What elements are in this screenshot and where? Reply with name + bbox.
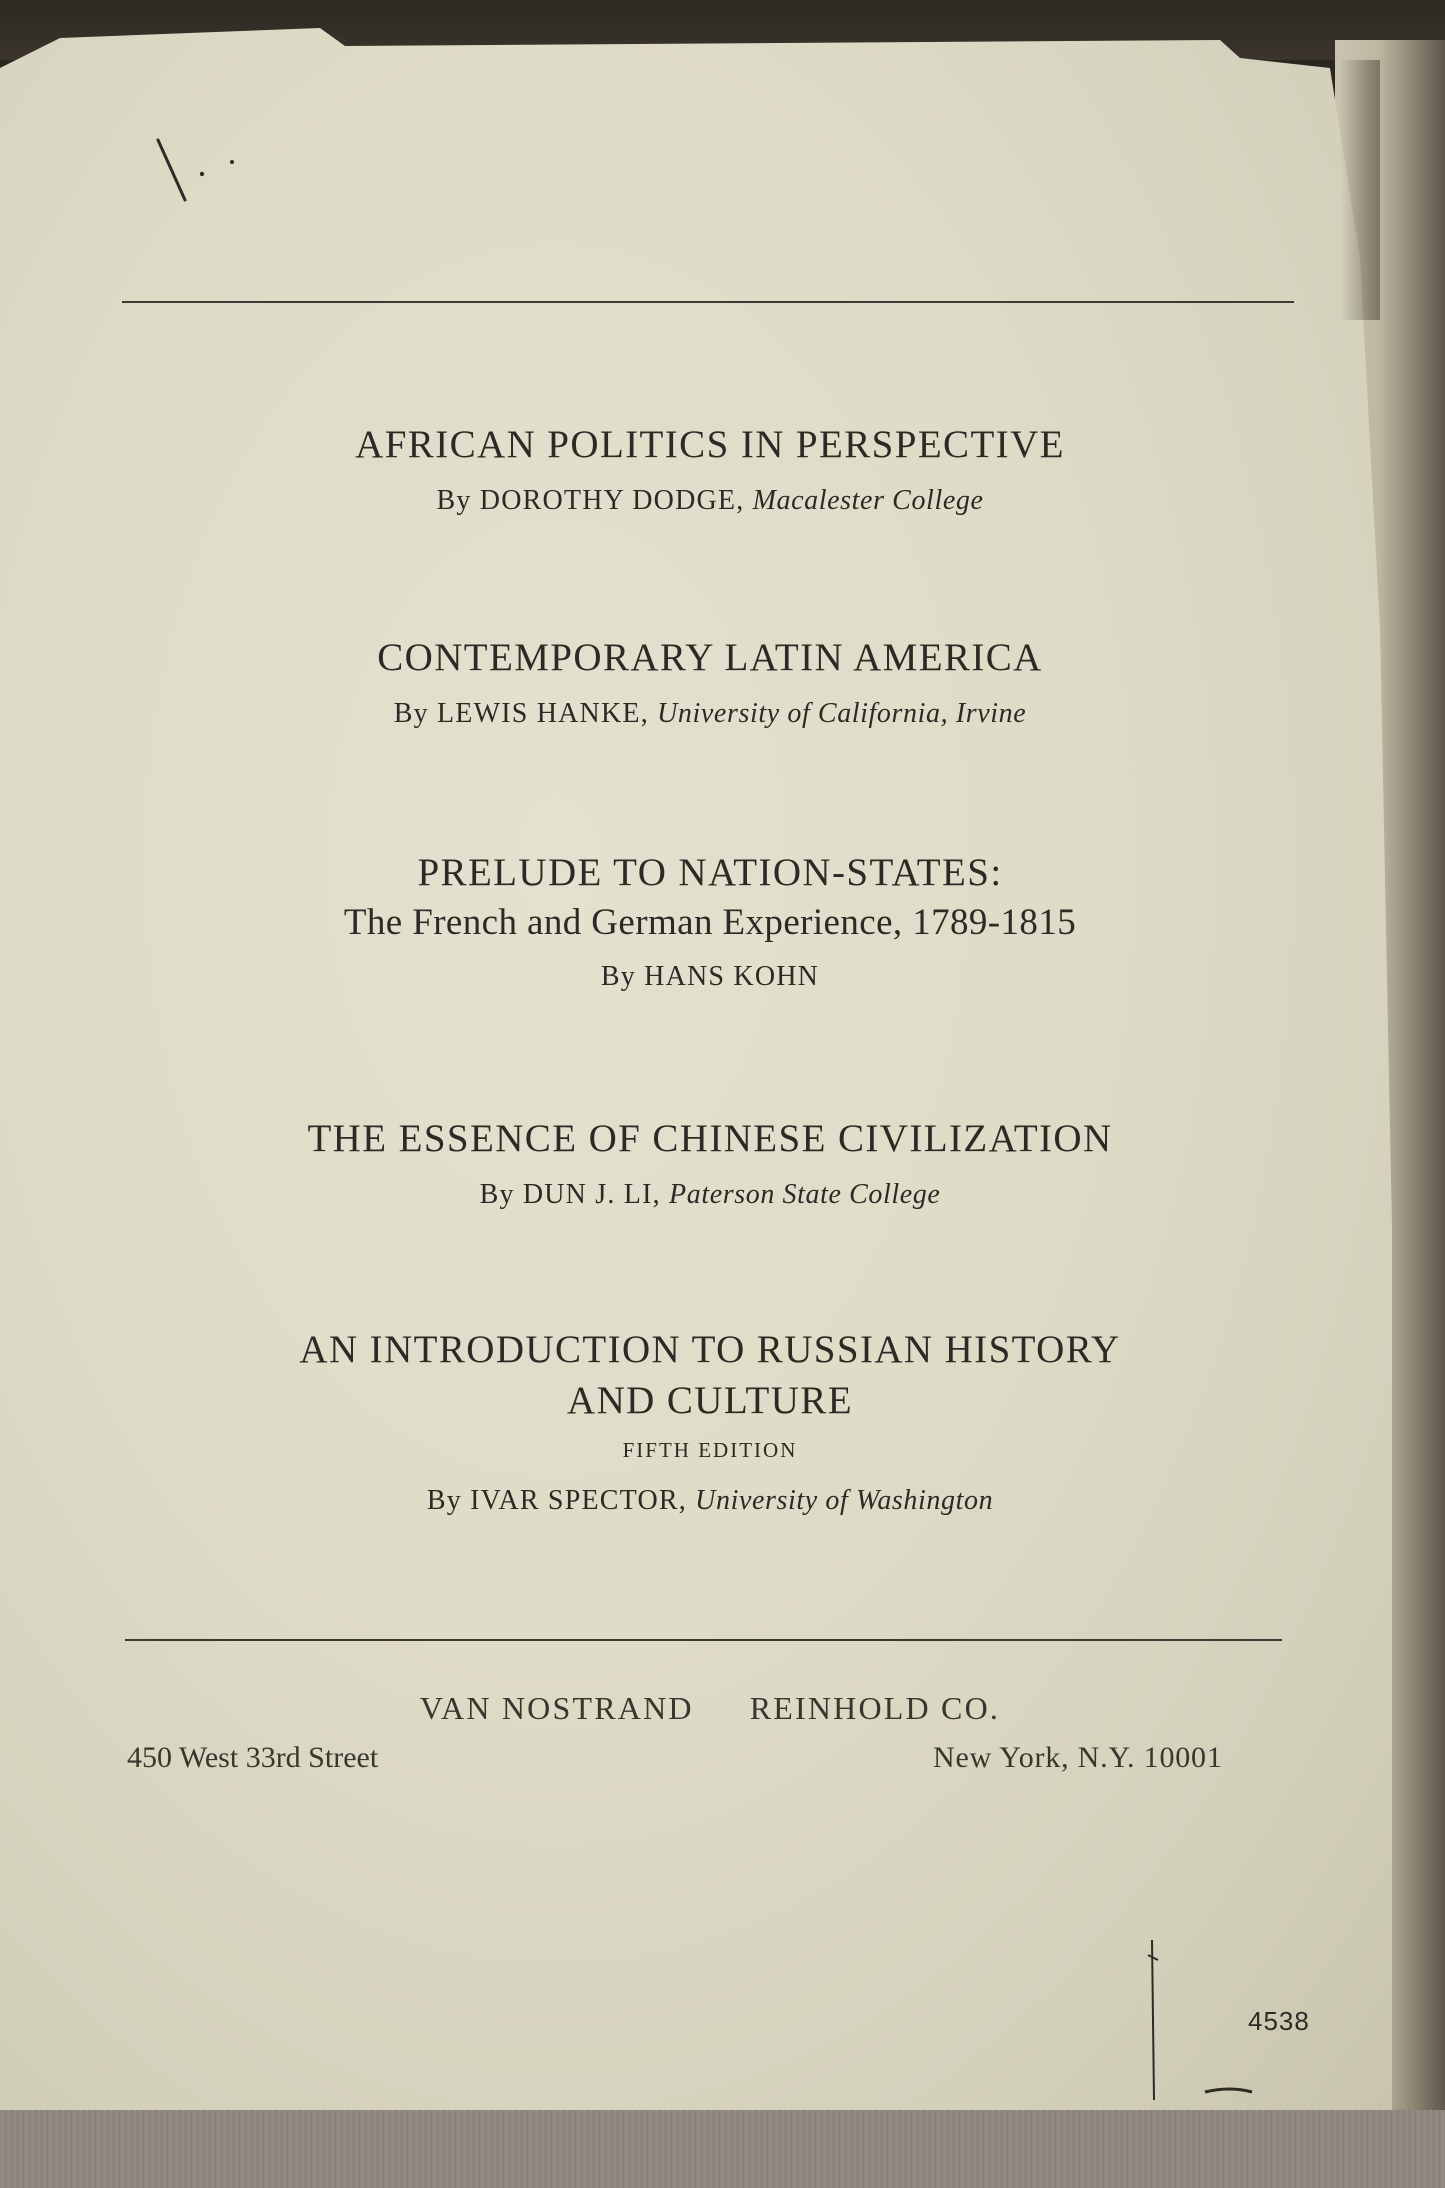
author-name: By LEWIS HANKE,: [393, 697, 649, 729]
author-name: By DOROTHY DODGE,: [436, 484, 745, 516]
ink-scuff-marks: [1130, 1860, 1290, 2120]
publisher-name: [0, 1690, 1420, 1727]
bottom-divider: [125, 1639, 1282, 1641]
torn-corner-shadow: [1340, 60, 1380, 320]
publisher-name-part-2: REINHOLD CO.: [749, 1690, 1001, 1726]
cloth-binding-strip: [0, 2110, 1445, 2188]
book-title: THE ESSENCE OF CHINESE CIVILIZATION: [307, 1117, 1113, 1160]
book-entry-nation-states: [0, 848, 1420, 993]
book-byline: [0, 485, 1420, 517]
book-subtitle: The French and German Experience, 1789-1815: [343, 901, 1077, 943]
book-edition: FIFTH EDITION: [622, 1438, 798, 1463]
top-divider: [122, 301, 1294, 303]
author-affiliation: University of California, Irvine: [657, 697, 1027, 729]
author-name: By HANS KOHN: [600, 960, 820, 992]
author-name: By DUN J. LI,: [479, 1178, 661, 1210]
book-title: CONTEMPORARY LATIN AMERICA: [377, 636, 1043, 679]
author-affiliation: Macalester College: [752, 484, 984, 516]
book-title-line-1: AN INTRODUCTION TO RUSSIAN HISTORY: [299, 1328, 1121, 1371]
pencil-mark-icon: [150, 130, 240, 220]
book-entry-russian-history: [0, 1325, 1420, 1517]
publisher-street-address: 450 West 33rd Street: [127, 1741, 379, 1774]
author-affiliation: University of Washington: [695, 1485, 994, 1517]
book-title-line-2: AND CULTURE: [567, 1378, 853, 1422]
publisher-city: New York, N.Y. 10001: [933, 1741, 1223, 1774]
jacket-back-page: [0, 28, 1392, 2110]
book-entry-latin-america: [0, 633, 1420, 730]
book-entry-chinese-civilization: [0, 1114, 1420, 1211]
book-byline: [0, 1485, 1420, 1517]
author-name: By IVAR SPECTOR,: [426, 1485, 687, 1517]
author-affiliation: Paterson State College: [669, 1178, 941, 1210]
publisher-name-part-1: VAN NOSTRAND: [419, 1690, 694, 1726]
book-title: AFRICAN POLITICS IN PERSPECTIVE: [355, 423, 1065, 466]
book-byline: [0, 698, 1420, 730]
book-entry-african-politics: [0, 420, 1420, 517]
book-title: PRELUDE TO NATION-STATES:: [417, 851, 1003, 894]
stock-number: 4538: [1248, 2006, 1310, 2036]
book-byline: [0, 1179, 1420, 1211]
